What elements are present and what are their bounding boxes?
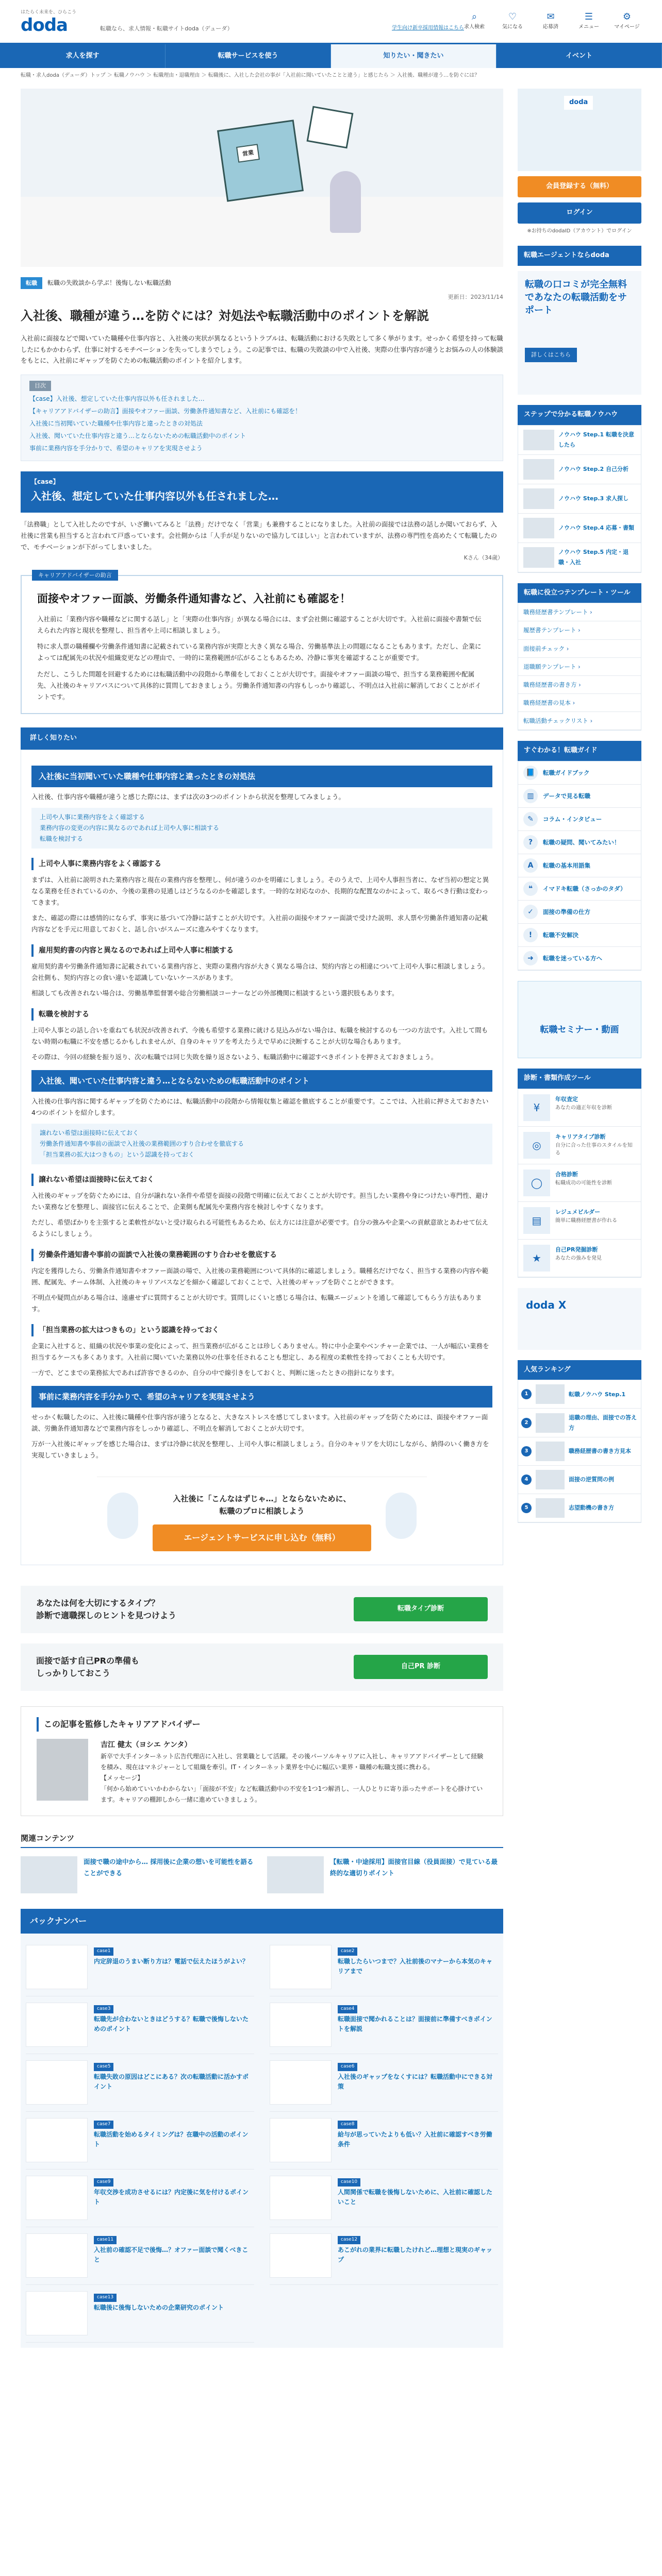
detail-panel bbox=[21, 750, 503, 1565]
nav-search-jobs[interactable]: 求人を探す bbox=[0, 44, 166, 68]
back-number-title-text: 内定辞退のうまい断り方は？電話で伝えたほうがよい？ bbox=[94, 1958, 249, 1965]
related-item[interactable]: 面接で職の途中から… 採用後に企業の想いを可能性を語ることができる bbox=[21, 1856, 257, 1893]
thumbnail bbox=[21, 1856, 77, 1893]
back-number-item[interactable] bbox=[26, 2054, 254, 2112]
paragraph: 入社後のギャップを防ぐためには、自分が譲れない条件や希望を面接の段階で明確に伝えておくことが大切です。担当したい業務や身につけたい専門性、避けたい業務などを整理し、面接官に伝えることで、企業側も配属先や業務内容を検討しやすくなります。 bbox=[31, 1192, 489, 1211]
thumbnail bbox=[26, 2291, 88, 2335]
gear-icon: ⚙ bbox=[622, 11, 632, 22]
paragraph: 相談しても改善されない場合は、労働基準監督署や総合労働相談コーナーなどの外部機関に相談するという選択肢もあります。 bbox=[31, 989, 399, 997]
cta-text: 入社後に「こんなはずじゃ…」とならないために、 転職のプロに相談しよう bbox=[173, 1494, 351, 1516]
heading-2: 入社後、聞いていた仕事内容と違う…とならないための転職活動中のポイント bbox=[31, 1070, 492, 1092]
yen-icon: ¥ bbox=[523, 1094, 550, 1121]
back-number-title-text: 入社後のギャップをなくすには？転職活動中にできる対策 bbox=[338, 2073, 493, 2091]
ranking-item[interactable]: 1 転職ノウハウ Step.1 bbox=[518, 1380, 641, 1409]
person-illustration bbox=[330, 171, 361, 233]
back-number-title-text: 転職失敗の原因はどこにある？次の転職活動に活かすポイント bbox=[94, 2073, 249, 2091]
case-badge: case9 bbox=[94, 2178, 113, 2187]
paragraph: まずは、入社前に説明された業務内容と現在の業務内容を整理し、何が違うのかを明確にしましょう。そのうえで、上司や人事担当者に、なぜ当初の想定と異なる業務を任されているのか、今後の業務の見通しはどうなるのかを確認します。一時的な対応なのか、長期的な配置なのかによって、取るべき行動は変わってきます。 bbox=[31, 876, 489, 906]
guide-link[interactable]: ✎ コラム・インタビュー bbox=[518, 808, 641, 831]
heading-3: 雇用契約書の内容と異なるのであれば上司や人事に相談する bbox=[31, 944, 492, 957]
menu-icon: ☰ bbox=[584, 11, 593, 22]
tool-link[interactable]: 職務経歴書の書き方 › bbox=[518, 676, 641, 694]
sidebar-heading: すぐわかる！転職ガイド bbox=[518, 741, 641, 761]
ad-button[interactable]: 詳しくはこちら bbox=[525, 348, 577, 362]
diagnosis-tool[interactable]: ¥ 年収査定 あなたの適正年収を診断 bbox=[518, 1089, 641, 1127]
bullet-link[interactable]: 転職を検討する bbox=[40, 835, 84, 842]
advisor-paragraph: ただし、こうした問題を回避するためには転職活動中の段階から準備をしておくことが大切です。面接やオファー面談の場で、担当する業務範囲や配属先、入社後のキャリアパスについて具体的に質問しておきましょう。労働条件通知書の内容もしっかり確認し、不明点は入社前に解消しておくことがポイントです。 bbox=[37, 670, 482, 701]
bullet-link[interactable]: 「担当業務の拡大はつきもの」という認識を持っておく bbox=[40, 1150, 195, 1158]
back-number-title-text: 転職面接で聞かれることは？面接前に準備すべきポイントを解説 bbox=[338, 2015, 492, 2033]
supervisor-message: 「何から始めていいかわからない」「面接が不安」など転職活動中の不安を1つ1つ解消し、一人ひとりに寄り添ったサポートを心掛けています。キャリアの棚卸しから一緒に進めていきましょう。 bbox=[101, 1785, 483, 1804]
step-item[interactable]: ノウハウ Step.1 転職を決意したら bbox=[518, 426, 641, 455]
heading-3: 転職を検討する bbox=[31, 1008, 492, 1021]
sidebar-heading: ステップで分かる転職ノウハウ bbox=[518, 405, 641, 425]
paragraph: ただし、希望ばかりを主張すると柔軟性がないと受け取られる可能性もあるため、伝え方には注意が必要です。自分の強みや企業への貢献意欲とあわせて伝えるようにしましょう。 bbox=[31, 1218, 489, 1238]
case-title: 入社後、想定していた仕事内容以外も任されました… bbox=[31, 490, 278, 503]
bullet-link[interactable]: 業務内容の変更の内容に異なるのであれば上司や人事に相談する bbox=[40, 824, 220, 832]
heading-2: 事前に業務内容を手分かりで、希望のキャリアを実現させよう bbox=[31, 1386, 492, 1408]
paragraph: 不明点や疑問点がある場合は、遠慮せずに質問することが大切です。質問しにくいと感じる場合は、転職エージェントを通して確認してもらう方法もあります。 bbox=[31, 1294, 482, 1313]
star-icon: ★ bbox=[523, 1245, 550, 1272]
applied-button[interactable]: ✉ 応募済 bbox=[536, 11, 565, 31]
step-item[interactable]: ノウハウ Step.4 応募・書類 bbox=[518, 514, 641, 543]
site-logo[interactable] bbox=[21, 9, 93, 35]
back-number-item[interactable] bbox=[26, 2285, 254, 2343]
login-note: ※お持ちのdodaID（アカウント）でログイン bbox=[527, 228, 632, 234]
case-badge: case1 bbox=[94, 1947, 113, 1956]
paragraph: その際は、今回の経験を振り返り、次の転職では同じ失敗を繰り返さないよう、転職活動中に確認すべきポイントを押さえておきましょう。 bbox=[31, 1053, 438, 1061]
message-label: 【メッセージ】 bbox=[101, 1774, 144, 1782]
case-label: 【case】 bbox=[31, 478, 59, 486]
toc-item[interactable]: 【キャリアアドバイザーの助言】面接やオファー面談、労働条件通知書など、入社前にも確認を！ bbox=[29, 408, 302, 415]
diagnosis-banner bbox=[21, 1643, 503, 1691]
paragraph: 入社後、仕事内容や職種が違うと感じた際には、まずは次の3つのポイントから状況を整理してみましょう。 bbox=[31, 792, 345, 801]
case-badge: case10 bbox=[338, 2178, 360, 2187]
step-item[interactable]: ノウハウ Step.3 求人探し bbox=[518, 484, 641, 514]
tool-link[interactable]: 退職願テンプレート › bbox=[518, 658, 641, 676]
paragraph: 企業に入社すると、組織の状況や事業の変化によって、担当業務が広がることは珍しくありません。特に中小企業やベンチャー企業では、一人が幅広い業務を担当するケースも多くあります。入社前に聞いていた業務以外の仕事を任されることも想定し、ある程度の柔軟性を持っておくことも大切です。 bbox=[31, 1342, 489, 1362]
thumbnail bbox=[26, 2176, 88, 2220]
box-illustration bbox=[217, 120, 304, 202]
diagnosis-banner bbox=[21, 1586, 503, 1633]
global-nav bbox=[0, 44, 662, 68]
heading-3: 譲れない希望は面接時に伝えておく bbox=[31, 1174, 492, 1187]
heading-3: 「担当業務の拡大はつきもの」という認識を持っておく bbox=[31, 1324, 492, 1337]
chart-icon: ▥ bbox=[523, 789, 538, 803]
career-type-diagnosis-button[interactable]: 転職タイプ診断 bbox=[354, 1597, 488, 1621]
related-item[interactable]: 【転職・中途採用】面接官目線（役員面接）で見ている最終的な適切りポイント bbox=[267, 1856, 503, 1893]
ranking-item[interactable]: 3 職務経歴書の書き方見本 bbox=[518, 1437, 641, 1466]
bullet-link[interactable]: 労働条件通知書や事前の面談で入社後の業務範囲のすり合わせを徹底する bbox=[40, 1140, 244, 1147]
paragraph: 一方で、どこまでの業務拡大であれば許容できるのか、自分の中で線引きをしておくと、判断に迷ったときの指針になります。 bbox=[31, 1369, 399, 1377]
back-number bbox=[21, 1909, 503, 2348]
pass-icon: ◯ bbox=[523, 1170, 550, 1196]
member-banner bbox=[518, 89, 641, 171]
updated-date: 更新日：2023/11/14 bbox=[448, 294, 503, 301]
tool-link[interactable]: 面接前チェック › bbox=[518, 640, 641, 658]
back-number-title-text: 年収交渉を成功させるには？内定後に気を付けるポイント bbox=[94, 2189, 249, 2206]
search-jobs-button[interactable]: ⌕ 求人検索 bbox=[460, 11, 489, 31]
sidebar-heading: 人気ランキング bbox=[518, 1360, 641, 1380]
paragraph: 内定を獲得したら、労働条件通知書やオファー面談の場で、入社後の業務範囲について具体的に確認しましょう。職種名だけでなく、担当する業務の内容や範囲、配属先、チーム体制、入社後のキャリアパスなどを細かく確認しておくことで、入社後のギャップを防ぐことができます。 bbox=[31, 1267, 489, 1286]
speech-icon: ❝ bbox=[523, 882, 538, 896]
type-icon: ◎ bbox=[523, 1132, 550, 1159]
step-item[interactable]: ノウハウ Step.2 自己分析 bbox=[518, 455, 641, 484]
diagnosis-tool[interactable]: ▤ レジュメビルダー 簡単に職務経歴書が作れる bbox=[518, 1202, 641, 1240]
main-content bbox=[21, 89, 503, 2348]
paragraph: 入社後の仕事内容に関するギャップを防ぐためには、転職活動中の段階から情報収集と確認を徹底することが重要です。ここでは、入社前に押さえておきたい4つのポイントを紹介します。 bbox=[31, 1097, 489, 1116]
tool-link[interactable]: 転職活動チェックリスト › bbox=[518, 712, 641, 730]
thumbnail bbox=[26, 2003, 88, 2047]
breadcrumb[interactable]: 転職・求人doda（デューダ）トップ ＞ 転職ノウハウ ＞ 転職理由・退職理由 ＞ 転職後に、入社した会社の事が「入社前に聞いていたことと違う」と感じたら ＞ 入社後、職種が違う…を防ぐには？ bbox=[21, 73, 480, 78]
tool-link[interactable]: 職務経歴書テンプレート › bbox=[518, 603, 641, 621]
back-number-title-text: 転職したらいつまで？入社前後のマナーから本気のキャリアまで bbox=[338, 1958, 493, 1975]
toc-item[interactable]: 入社後、聞いていた仕事内容と違う…とならないための転職活動中のポイント bbox=[29, 432, 246, 440]
search-icon: ⌕ bbox=[471, 11, 477, 22]
guide-link[interactable]: 📘 転職ガイドブック bbox=[518, 761, 641, 785]
case-badge: case8 bbox=[338, 2121, 357, 2129]
back-number-title-text: 入社前の確認不足で後悔…？オファー面談で聞くべきこと bbox=[94, 2246, 249, 2264]
header-icons bbox=[460, 11, 641, 31]
category-title[interactable]: 転職の失敗談から学ぶ！後悔しない転職活動 bbox=[47, 279, 172, 287]
back-number-item[interactable] bbox=[270, 2054, 498, 2112]
supervisor-bio: 新卒で大手インターネット広告代理店に入社し、営業職として活躍。その後パーソルキャリアに入社し、キャリアアドバイザーとして経験を積み、現在はマネジャーとして組織を牽引。IT・インターネット業界を中心に幅広い業界・職種の転職支援に携わる。 bbox=[101, 1753, 484, 1771]
thumbnail bbox=[270, 2060, 332, 2105]
case-badge: case12 bbox=[338, 2236, 360, 2244]
supervisor-name: 吉江 健太（ヨシエ ケンタ） bbox=[101, 1740, 192, 1749]
tool-link[interactable]: 職務経歴書の見本 › bbox=[518, 694, 641, 712]
lead-text: 入社前に面接などで聞いていた職種や仕事内容と、入社後の実状が異なるというトラブルは、転職活動における失敗として多く挙がります。せっかく希望を持って転職したにもかかわらず、仕事に対するモチベーションを失ってしまうでしょう。この記事では、転職の失敗談の中で入社後、実際の仕事内容が違うとお悩みの人の体験談をもとに、入社前にギャップを防ぐための転職活動のポイントを紹介します。 bbox=[21, 334, 504, 365]
back-number-item[interactable] bbox=[26, 2112, 254, 2170]
advisor-paragraph: 特に求人票の職種欄や労働条件通知書に記載されている業務内容が実際と大きく異なる場合、労働基準法上の問題になることもあります。ただし、企業によっては配属先の状況や組織変更などの理由で、一時的に業務範囲が広がることもあるため、冷静に事実を確認することが重要です。 bbox=[37, 642, 482, 662]
back-number-item[interactable] bbox=[26, 2227, 254, 2285]
toc-item[interactable]: 【case】入社後、想定していた仕事内容以外も任されました… bbox=[29, 395, 205, 403]
heading-2: 入社後に当初聞いていた職種や仕事内容と違ったときの対処法 bbox=[31, 766, 492, 787]
case-badge: case5 bbox=[94, 2063, 113, 2071]
bullet-link[interactable]: 上司や人事に業務内容をよく確認する bbox=[40, 813, 145, 821]
case-badge: case2 bbox=[338, 1947, 357, 1956]
site-header bbox=[0, 0, 662, 44]
ranking-item[interactable]: 4 面接の逆質問の例 bbox=[518, 1466, 641, 1494]
guide-link[interactable]: ▥ データで見る転職 bbox=[518, 785, 641, 808]
back-number-item[interactable] bbox=[26, 2170, 254, 2227]
box-label: 営業 bbox=[236, 144, 260, 163]
dictionary-icon: A bbox=[523, 858, 538, 873]
guide-link[interactable]: ! 転職不安解決 bbox=[518, 924, 641, 947]
advisor-box bbox=[21, 571, 503, 714]
help-icon: ! bbox=[523, 928, 538, 942]
related-content bbox=[21, 1832, 503, 1893]
back-number-title-text: 人間関係で転職を後悔しないために、入社前に確認したいこと bbox=[338, 2189, 493, 2206]
ranking-item[interactable]: 2 退職の理由、面接での答え方 bbox=[518, 1409, 641, 1437]
case-badge: case4 bbox=[338, 2005, 357, 2013]
back-number-title-text: 給与が思っていたよりも低い？入社前に確認すべき労働条件 bbox=[338, 2131, 492, 2148]
heart-icon: ♡ bbox=[508, 11, 517, 22]
guide-link[interactable]: ? 転職の疑問、聞いてみたい！ bbox=[518, 831, 641, 854]
back-number-item[interactable] bbox=[270, 1939, 498, 1996]
related-title: 関連コンテンツ bbox=[21, 1832, 503, 1848]
thumbnail bbox=[26, 2060, 88, 2105]
back-number-title-text: 転職後に後悔しないための企業研究のポイント bbox=[94, 2304, 224, 2312]
diagnosis-tool[interactable]: ◯ 合格診断 転職成功の可能性を診断 bbox=[518, 1164, 641, 1202]
login-button[interactable]: ログイン bbox=[518, 202, 641, 224]
header-subtitle: 転職なら、求人情報・転職サイトdoda（デューダ） bbox=[100, 25, 233, 32]
case-author: Kさん（34歳） bbox=[464, 554, 503, 561]
nav-knowhow[interactable]: 知りたい・聞きたい bbox=[331, 44, 496, 68]
category-badge[interactable]: 転職 bbox=[21, 277, 42, 289]
supervisor-box bbox=[21, 1706, 503, 1817]
question-icon: ? bbox=[523, 835, 538, 850]
paragraph: 上司や人事との話し合いを重ねても状況が改善されず、今後も希望する業務に就ける見込みがない場合は、転職を検討するのも一つの方法です。入社して間もない時期の転職に不安を感じるかもしれませんが、自身のキャリアを考えたうえで早めに決断することが大切な場合もあります。 bbox=[31, 1026, 488, 1046]
agent-ad[interactable]: 転職の口コミが完全無料であなたの転職活動をサポート 詳しくはこちら bbox=[518, 271, 641, 395]
case-header bbox=[21, 471, 503, 513]
logo-text: doda bbox=[21, 15, 68, 36]
back-number-item[interactable] bbox=[270, 2227, 498, 2285]
bullet-list bbox=[31, 808, 492, 849]
hero-illustration bbox=[21, 89, 503, 267]
student-link[interactable]: 学生向け新卒採用情報はこちら bbox=[392, 25, 464, 31]
back-number-item[interactable] bbox=[26, 1939, 254, 1996]
sidebar bbox=[518, 89, 641, 2348]
paragraph: せっかく転職したのに、入社後に職種や仕事内容が違うとなると、大きなストレスを感じてしまいます。入社前のギャップを防ぐためには、面接やオファー面談、労働条件通知書などで業務内容をしっかり確認し、不明点を解消しておくことが大切です。 bbox=[31, 1413, 488, 1433]
back-number-item[interactable] bbox=[270, 2170, 498, 2227]
thumbnail bbox=[26, 2233, 88, 2278]
thumbnail bbox=[270, 2233, 332, 2278]
thumbnail bbox=[26, 2118, 88, 2162]
back-number-title-text: 転職活動を始めるタイミングは？在職中の活動のポイント bbox=[94, 2131, 249, 2148]
clipboard-icon: ✓ bbox=[523, 905, 538, 919]
toc-label: 目次 bbox=[29, 381, 51, 391]
diagnosis-question: あなたは何を大切にするタイプ？ 診断で適職探しのヒントを見つけよう bbox=[36, 1598, 177, 1620]
case-text: 「法務職」として入社したのですが、いざ働いてみると「法務」だけでなく「営業」も兼務することになりました。入社前の面接では法務の話しか聞いておらず、入社後に営業も担当すると言われて戸惑っています。会社側からは「人手が足りないので協力してほしい」と言われていますが、法務の専門性を高めたくて転職したので、モチベーションが下がってしまいました。 bbox=[21, 520, 498, 551]
back-number-title-text: あこがれの業界に転職したけれど…理想と現実のギャップ bbox=[338, 2246, 493, 2264]
toc-item[interactable]: 事前に業務内容を手分かりで、希望のキャリアを実現させよう bbox=[29, 445, 203, 452]
thumbnail bbox=[26, 1945, 88, 1989]
case-badge: case3 bbox=[94, 2005, 113, 2013]
page-title: 入社後、職種が違う…を防ぐには？対処法や転職活動中のポイントを解説 bbox=[21, 308, 429, 323]
section-heading: 詳しく知りたい bbox=[21, 727, 503, 750]
cta-block bbox=[97, 1477, 427, 1551]
menu-button[interactable]: ☰ メニュー bbox=[574, 11, 603, 31]
back-number-item[interactable] bbox=[270, 1996, 498, 2054]
doda-x-banner[interactable]: doda X bbox=[518, 1288, 641, 1350]
heading-3: 労働条件通知書や事前の面談で入社後の業務範囲のすり合わせを徹底する bbox=[31, 1249, 492, 1262]
diagnosis-tool[interactable]: ★ 自己PR発掘診断 あなたの強みを発見 bbox=[518, 1240, 641, 1277]
tool-link[interactable]: 履歴書テンプレート › bbox=[518, 621, 641, 639]
person-illustration bbox=[107, 1493, 138, 1539]
paragraph: 万が一入社後にギャップを感じた場合は、まずは冷静に状況を整理し、上司や人事に相談しましょう。自分のキャリアを大切にしながら、納得のいく働き方を実現していきましょう。 bbox=[31, 1439, 489, 1459]
back-number-title-text: 転職先が合わないときはどうする？転職で後悔しないためのポイント bbox=[94, 2015, 249, 2033]
guide-link[interactable]: ➜ 転職を迷っている方へ bbox=[518, 947, 641, 970]
favorites-button[interactable]: ♡ 気になる bbox=[498, 11, 527, 31]
nav-services[interactable]: 転職サービスを使う bbox=[166, 44, 331, 68]
banner-logo: doda bbox=[564, 96, 593, 110]
sidebar-heading: 転職エージェントならdoda bbox=[518, 246, 641, 266]
heading-3: 上司や人事に業務内容をよく確認する bbox=[31, 858, 492, 871]
supervisor-title: この記事を監修したキャリアアドバイザー bbox=[37, 1717, 487, 1732]
diagnosis-question: 面接で話す自己PRの準備も しっかりしておこう bbox=[36, 1655, 140, 1678]
column-icon: ✎ bbox=[523, 812, 538, 826]
mail-icon: ✉ bbox=[547, 11, 555, 22]
case-body bbox=[21, 519, 503, 563]
back-number-item[interactable] bbox=[26, 1996, 254, 2054]
mypage-button[interactable]: ⚙ マイページ bbox=[613, 11, 641, 31]
step-item[interactable]: ノウハウ Step.5 内定・退職・入社 bbox=[518, 543, 641, 572]
paragraph: 雇用契約書や労働条件通知書に記載されている業務内容と、実際の業務内容が大きく異なる場合は、契約内容との相違について上司や人事に相談しましょう。会社側も、契約内容との食い違いを認識していないケースがあります。 bbox=[31, 962, 489, 981]
person-illustration bbox=[386, 1493, 417, 1539]
thumbnail bbox=[270, 2176, 332, 2220]
logo-tagline: はたらく未来を、ひらこう bbox=[21, 9, 77, 15]
advisor-label: キャリアアドバイザーの助言 bbox=[32, 570, 118, 581]
thumbnail bbox=[270, 1945, 332, 1989]
sidebar-heading: 診断・書類作成ツール bbox=[518, 1069, 641, 1089]
case-badge: case7 bbox=[94, 2121, 113, 2129]
signpost-icon: ➜ bbox=[523, 951, 538, 965]
guide-link[interactable]: ✓ 面接の準備の仕方 bbox=[518, 901, 641, 924]
sidebar-heading: 転職に役立つテンプレート・ツール bbox=[518, 583, 641, 603]
nav-events[interactable]: イベント bbox=[496, 44, 662, 68]
advisor-paragraph: 入社前に「業務内容や職種などに関する話し」と「実際の仕事内容」が異なる場合には、まず会社側に確認することが大切です。入社前に面接や書類で伝えられた内容と現状を整理し、担当者や上司に相談しましょう。 bbox=[37, 615, 482, 634]
thumbnail bbox=[267, 1856, 324, 1893]
back-number-item[interactable] bbox=[270, 2112, 498, 2170]
advisor-title: 面接やオファー面談、労働条件通知書など、入社前にも確認を！ bbox=[37, 592, 351, 605]
document-icon: ▤ bbox=[523, 1207, 550, 1234]
ranking-item[interactable]: 5 志望動機の書き方 bbox=[518, 1494, 641, 1522]
bullet-list bbox=[31, 1124, 492, 1164]
paragraph: また、確認の際には感情的にならず、事実に基づいて冷静に話すことが大切です。入社前の面接やオファー面談で受けた説明、求人票や労働条件通知書の記載内容などを手元に用意しておくと、話し合いがスムーズに進みやすくなります。 bbox=[31, 913, 488, 933]
diagnosis-tool[interactable]: ◎ キャリアタイプ診断 自分に合った仕事のスタイルを知る bbox=[518, 1127, 641, 1164]
thumbnail bbox=[270, 2003, 332, 2047]
seminar-banner[interactable]: 転職セミナー・動画 bbox=[518, 981, 641, 1058]
register-button[interactable]: 会員登録する（無料） bbox=[518, 176, 641, 197]
toc-item[interactable]: 入社後に当初聞いていた職種や仕事内容と違ったときの対処法 bbox=[29, 420, 203, 428]
bullet-link[interactable]: 譲れない希望は面接時に伝えておく bbox=[40, 1129, 139, 1137]
back-number-title: バックナンバー bbox=[21, 1909, 503, 1934]
book-icon: 📘 bbox=[523, 766, 538, 780]
guide-link[interactable]: A 転職の基本用語集 bbox=[518, 854, 641, 877]
table-of-contents bbox=[21, 375, 503, 461]
case-badge: case6 bbox=[338, 2063, 357, 2071]
case-badge: case11 bbox=[94, 2236, 117, 2244]
self-pr-diagnosis-button[interactable]: 自己PR 診断 bbox=[354, 1655, 488, 1679]
thumbnail bbox=[270, 2118, 332, 2162]
agent-apply-button[interactable]: エージェントサービスに申し込む（無料） bbox=[153, 1524, 371, 1551]
guide-link[interactable]: ❝ イマドキ転職（さっかのタダ） bbox=[518, 877, 641, 901]
case-badge: case13 bbox=[94, 2294, 117, 2302]
avatar bbox=[37, 1739, 88, 1801]
